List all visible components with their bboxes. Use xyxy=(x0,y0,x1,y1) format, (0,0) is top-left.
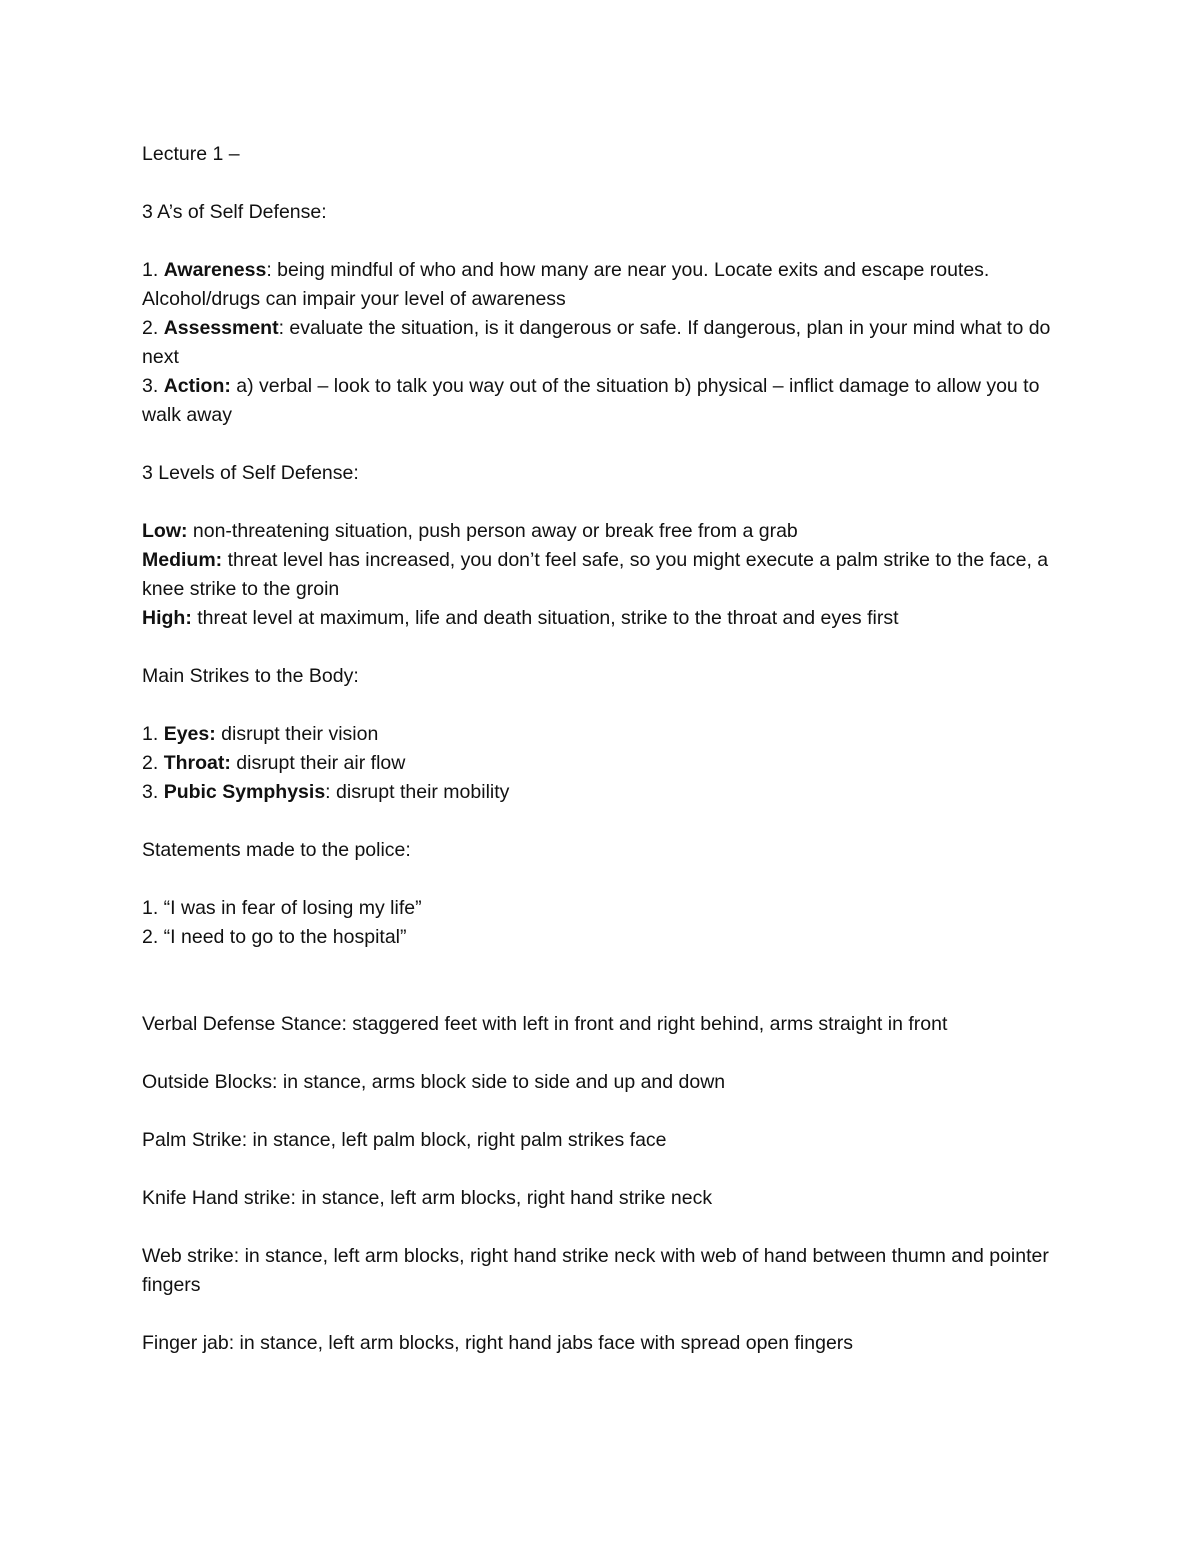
item-text: being mindful of who and how many are near you. Locate exits and escape routes. Alcohol/drugs can impair your level of awareness xyxy=(142,259,990,310)
item-text: evaluate the situation, is it dangerous or safe. If dangerous, plan in your mind what to do next xyxy=(142,317,1051,368)
item-number: 3. xyxy=(142,375,159,397)
item-number: 1. xyxy=(142,723,159,745)
item-number: 2. xyxy=(142,317,159,339)
item-text: a) verbal – look to talk you way out of the situation b) physical – inflict damage to allow you to walk away xyxy=(142,375,1040,426)
technique-verbal-defense-stance: Verbal Defense Stance: staggered feet with left in front and right behind, arms straight in front xyxy=(142,1013,948,1035)
police-heading: Statements made to the police: xyxy=(142,839,411,861)
strikes-heading: Main Strikes to the Body: xyxy=(142,665,359,687)
document-page xyxy=(142,140,1062,1358)
three-as-item-assessment xyxy=(142,314,1062,372)
strike-item-pubic-symphysis xyxy=(142,778,1062,807)
item-separator: : xyxy=(266,259,272,281)
item-text: disrupt their vision xyxy=(215,723,379,745)
item-number: 1. xyxy=(142,259,159,281)
three-as-heading: 3 A’s of Self Defense: xyxy=(142,201,327,223)
police-statement: 1. “I was in fear of losing my life” xyxy=(142,897,422,919)
level-term: High: xyxy=(142,607,192,629)
technique-finger-jab: Finger jab: in stance, left arm blocks, right hand jabs face with spread open fingers xyxy=(142,1332,854,1354)
item-number: 3. xyxy=(142,781,159,803)
technique-palm-strike: Palm Strike: in stance, left palm block, right palm strikes face xyxy=(142,1129,667,1151)
technique-web-strike: Web strike: in stance, left arm blocks, right hand strike neck with web of hand between thumn and pointer fingers xyxy=(142,1245,1049,1296)
item-separator: : xyxy=(325,781,331,803)
level-item-high xyxy=(142,604,1062,633)
item-text: disrupt their air flow xyxy=(230,752,406,774)
level-text: threat level at maximum, life and death situation, strike to the throat and eyes first xyxy=(191,607,899,629)
level-item-low xyxy=(142,517,1062,546)
technique-knife-hand-strike: Knife Hand strike: in stance, left arm blocks, right hand strike neck xyxy=(142,1187,713,1209)
level-term: Low: xyxy=(142,520,188,542)
strike-item-throat xyxy=(142,749,1062,778)
levels-heading: 3 Levels of Self Defense: xyxy=(142,462,359,484)
item-term: Throat: xyxy=(163,752,231,774)
item-term: Action: xyxy=(163,375,231,397)
lecture-title: Lecture 1 – xyxy=(142,143,240,165)
item-number: 2. xyxy=(142,752,159,774)
three-as-item-awareness xyxy=(142,256,1062,314)
item-text: disrupt their mobility xyxy=(330,781,510,803)
level-item-medium xyxy=(142,546,1062,604)
item-term: Assessment xyxy=(163,317,279,339)
item-term: Pubic Symphysis xyxy=(163,781,326,803)
item-term: Awareness xyxy=(163,259,267,281)
item-separator: : xyxy=(278,317,285,339)
technique-outside-blocks: Outside Blocks: in stance, arms block side to side and up and down xyxy=(142,1071,726,1093)
strike-item-eyes xyxy=(142,720,1062,749)
item-term: Eyes: xyxy=(163,723,216,745)
three-as-item-action xyxy=(142,372,1062,430)
level-term: Medium: xyxy=(142,549,223,571)
level-text: threat level has increased, you don’t feel safe, so you might execute a palm strike to the face, a knee strike to the groin xyxy=(142,549,1049,600)
police-statement: 2. “I need to go to the hospital” xyxy=(142,926,407,948)
level-text: non-threatening situation, push person away or break free from a grab xyxy=(187,520,798,542)
